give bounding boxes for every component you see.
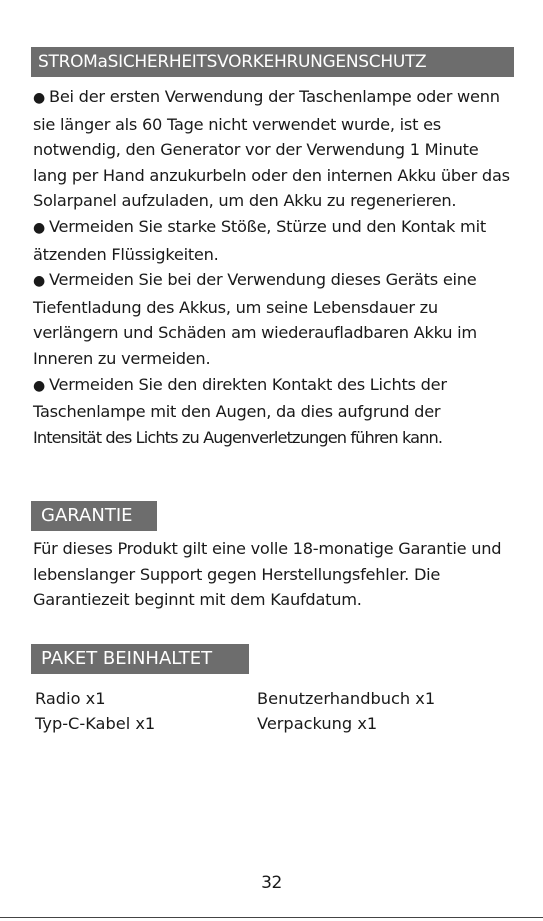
safety-list xyxy=(33,84,511,450)
safety-item-text: Vermeiden Sie starke Stöße, Stürze und den Kontak mit ätzenden Flüssigkeiten. xyxy=(33,216,486,264)
safety-item xyxy=(33,372,511,451)
bullet-icon: ● xyxy=(33,273,45,290)
safety-item-text: Bei der ersten Verwendung der Taschenlampe oder wenn sie länger als 60 Tage nicht verwendet wurde, ist es notwendig, den Generator vor der Verwendung 1 Minute lang per Hand anzukurbeln oder den internen Akku über das Solarpanel aufzuladen, um den Akku zu regenerieren. xyxy=(33,87,510,211)
bullet-icon: ● xyxy=(33,90,45,106)
safety-item-text: Vermeiden Sie den direkten Kontakt des Lichts der Taschenlampe mit den Augen, da dies aufgrund der xyxy=(33,374,447,422)
safety-item-text-last-line: Intensität des Lichts zu Augenverletzungen führen kann. xyxy=(33,427,443,447)
warranty-text: Für dieses Produkt gilt eine volle 18-monatige Garantie und lebenslanger Support gegen Herstellungsfehler. Die Garantiezeit beginnt mit dem Kaufdatum. xyxy=(33,539,502,610)
package-item: Benutzerhandbuch x1 xyxy=(257,689,436,708)
safety-item xyxy=(33,267,511,371)
safety-item-text: Vermeiden Sie bei der Verwendung dieses Geräts eine Tiefentladung des Akkus, um seine Lebensdauer zu verlängern und Schäden am wiederaufladbaren Akku im Inneren zu vermeiden. xyxy=(33,270,477,368)
package-item: Verpackung x1 xyxy=(257,714,378,733)
bottom-divider xyxy=(0,917,543,918)
bullet-icon: ● xyxy=(33,219,45,236)
section-header-safety: STROMaSICHERHEITSVORKEHRUNGENSCHUTZ xyxy=(31,47,514,77)
safety-item xyxy=(33,214,511,267)
section-header-package: PAKET BEINHALTET xyxy=(31,644,249,674)
bullet-icon: ● xyxy=(33,377,45,394)
package-item: Radio x1 xyxy=(35,689,106,708)
section-header-warranty: GARANTIE xyxy=(31,501,157,531)
page-number: 32 xyxy=(261,873,282,893)
package-item: Typ-C-Kabel x1 xyxy=(35,714,156,733)
safety-item xyxy=(33,84,511,214)
